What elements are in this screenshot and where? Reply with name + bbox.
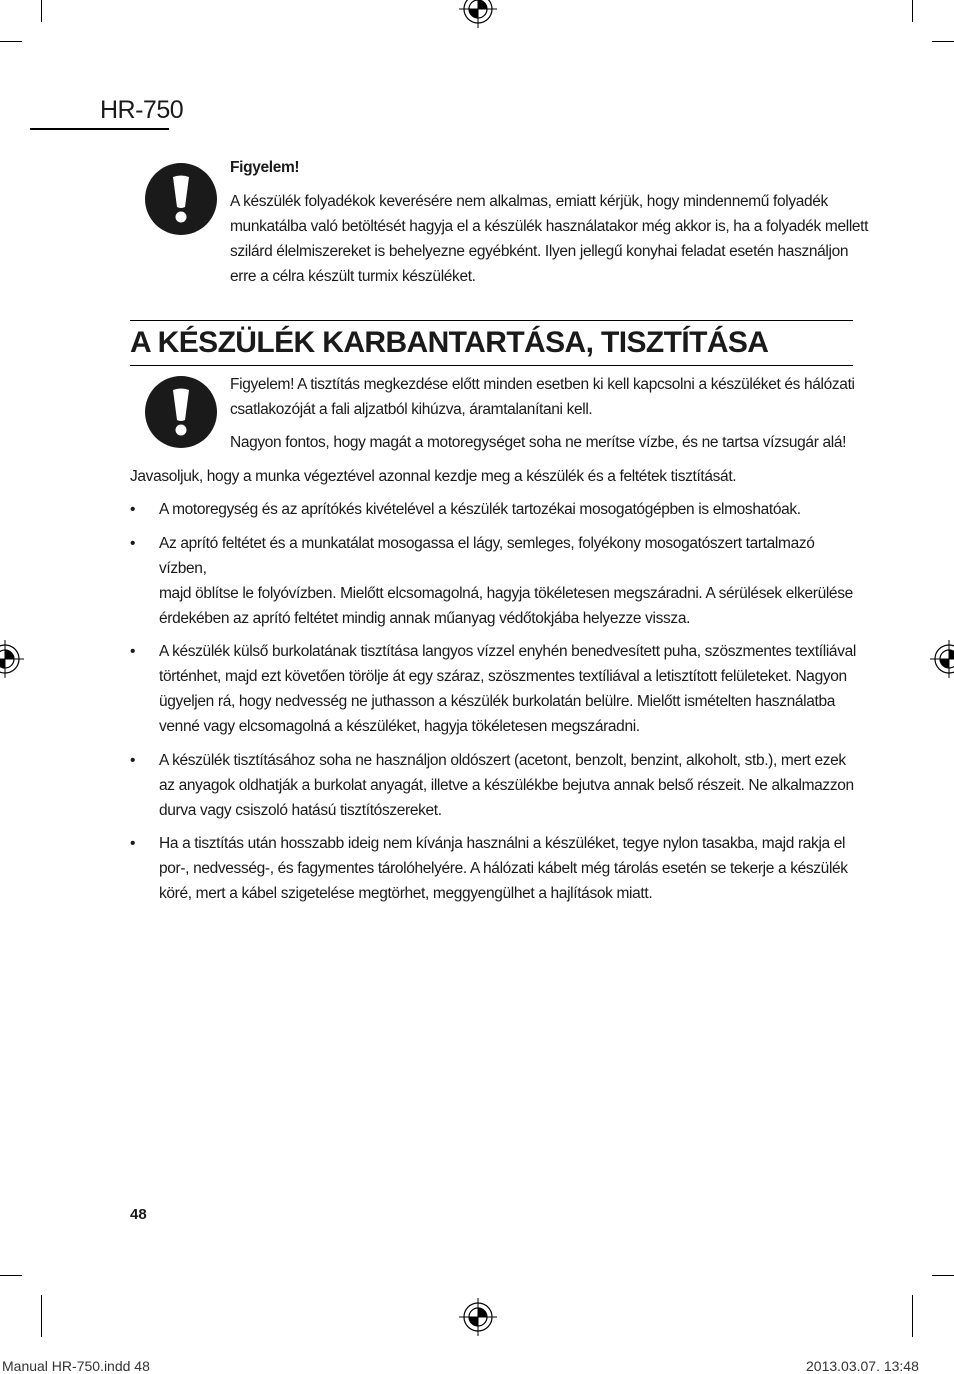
registration-mark-top (459, 0, 497, 28)
list-item-line: az anyagok oldhatják a burkolat anyagát, illetve a készülékbe bejutva annak belső részeit. Ne alkalmazzon (159, 776, 854, 794)
crop-mark (0, 41, 22, 42)
warning-line: munkatálba való betöltését hagyja el a készülék használatakor még akkor is, ha a folyadék mellett (230, 218, 869, 235)
warning-line: szilárd élelmiszereket is behelyezne egyébként. Ilyen jellegű konyhai feladat esetén használjon (230, 243, 849, 260)
crop-mark (932, 1275, 954, 1276)
intro-paragraph: Javasoljuk, hogy a munka végeztével azonnal kezdje meg a készülék és a feltétek tisztítását. (130, 468, 737, 485)
print-slug-right: 2013.03.07. 13:48 (806, 1358, 919, 1374)
list-item-line: érdekében az aprító feltétet mindig annak műanyag védőtokjába helyezze vissza. (159, 609, 691, 627)
bullet-icon: • (130, 835, 136, 852)
heading-rule-top (130, 320, 853, 321)
list-item-line: durva vagy csiszoló hatású tisztítószereket. (159, 801, 442, 819)
list-item (130, 831, 858, 906)
maintenance-warning-line: Figyelem! A tisztítás megkezdése előtt minden esetben ki kell kapcsolni a készüléket és hálózati (230, 376, 855, 393)
model-title: HR-750 (100, 96, 184, 124)
list-item (130, 639, 858, 739)
registration-mark-right (930, 640, 954, 678)
list-item-line: por-, nedvesség-, és fagymentes tárolóhelyére. A hálózati kábelt még tárolás esetén se tekerje a készülék (159, 860, 848, 877)
heading-rule-bottom (130, 365, 853, 366)
bullet-icon: • (130, 643, 136, 660)
print-slug-left: Manual HR-750.indd 48 (2, 1358, 150, 1374)
maintenance-warning-line: csatlakozóját a fali aljzatból kihúzva, áramtalanítani kell. (230, 401, 593, 418)
maintenance-warning-note: Nagyon fontos, hogy magát a motoregységet soha ne merítse vízbe, és ne tartsa vízsugár alá! (230, 434, 847, 451)
crop-mark (912, 0, 913, 22)
cleaning-instructions-list (130, 497, 858, 915)
crop-mark (0, 1275, 22, 1276)
list-item-line: köré, mert a kábel szigetelése megtörhet, meggyengülhet a hajlítások miatt. (159, 885, 653, 902)
warning-title: Figyelem! (230, 159, 300, 176)
list-item-line: történhet, majd ezt követően törölje át egy száraz, szöszmentes textíliával a letisztított felületeket. Nagyon (159, 668, 847, 685)
bullet-icon: • (130, 534, 136, 552)
page-number: 48 (130, 1206, 147, 1223)
list-item-line: Az aprító feltétet és a munkatálat mosogassa el lágy, semleges, folyékony mosogatószert tartalmazó vízben, (159, 534, 815, 577)
header-underline (30, 128, 169, 130)
registration-mark-left (0, 640, 24, 678)
list-item-line: Ha a tisztítás után hosszabb ideig nem kívánja használni a készüléket, tegye nylon tasakba, majd rakja el (159, 835, 846, 852)
bullet-icon: • (130, 751, 136, 769)
bullet-icon: • (130, 501, 136, 518)
exclamation-icon (144, 162, 218, 236)
list-item-line: A készülék külső burkolatának tisztítása langyos vízzel enyhén benedvesített puha, szöszmentes textíliával (159, 643, 856, 660)
section-heading: A KÉSZÜLÉK KARBANTARTÁSA, TISZTÍTÁSA (130, 326, 769, 359)
list-item-line: A motoregység és az aprítókés kivételével a készülék tartozékai mosogatógépben is elmoshatóak. (159, 501, 801, 518)
crop-mark (41, 1295, 42, 1337)
list-item-line: ügyeljen rá, hogy nedvesség ne juthasson a készülék burkolatán belülre. Mielőtt ismételten használatba (159, 693, 836, 710)
crop-mark (41, 0, 42, 22)
list-item-line: A készülék tisztításához soha ne használjon oldószert (acetont, benzolt, benzint, alkoholt, stb.), mert ezek (159, 751, 846, 769)
crop-mark (932, 41, 954, 42)
list-item (130, 748, 858, 823)
exclamation-icon (144, 375, 218, 449)
crop-mark (912, 1295, 913, 1337)
list-item-line: majd öblítse le folyóvízben. Mielőtt elcsomagolná, hagyja tökéletesen megszáradni. A sérülések elkerülése (159, 584, 853, 602)
registration-mark-bottom (459, 1298, 497, 1336)
warning-line: A készülék folyadékok keverésére nem alkalmas, emiatt kérjük, hogy mindennemű folyadék (230, 193, 828, 210)
list-item-line: venné vagy elcsomagolná a készüléket, hagyja tökéletesen megszáradni. (159, 718, 640, 735)
list-item (130, 497, 858, 522)
list-item (130, 531, 858, 631)
warning-line: erre a célra készült turmix készüléket. (230, 268, 476, 285)
